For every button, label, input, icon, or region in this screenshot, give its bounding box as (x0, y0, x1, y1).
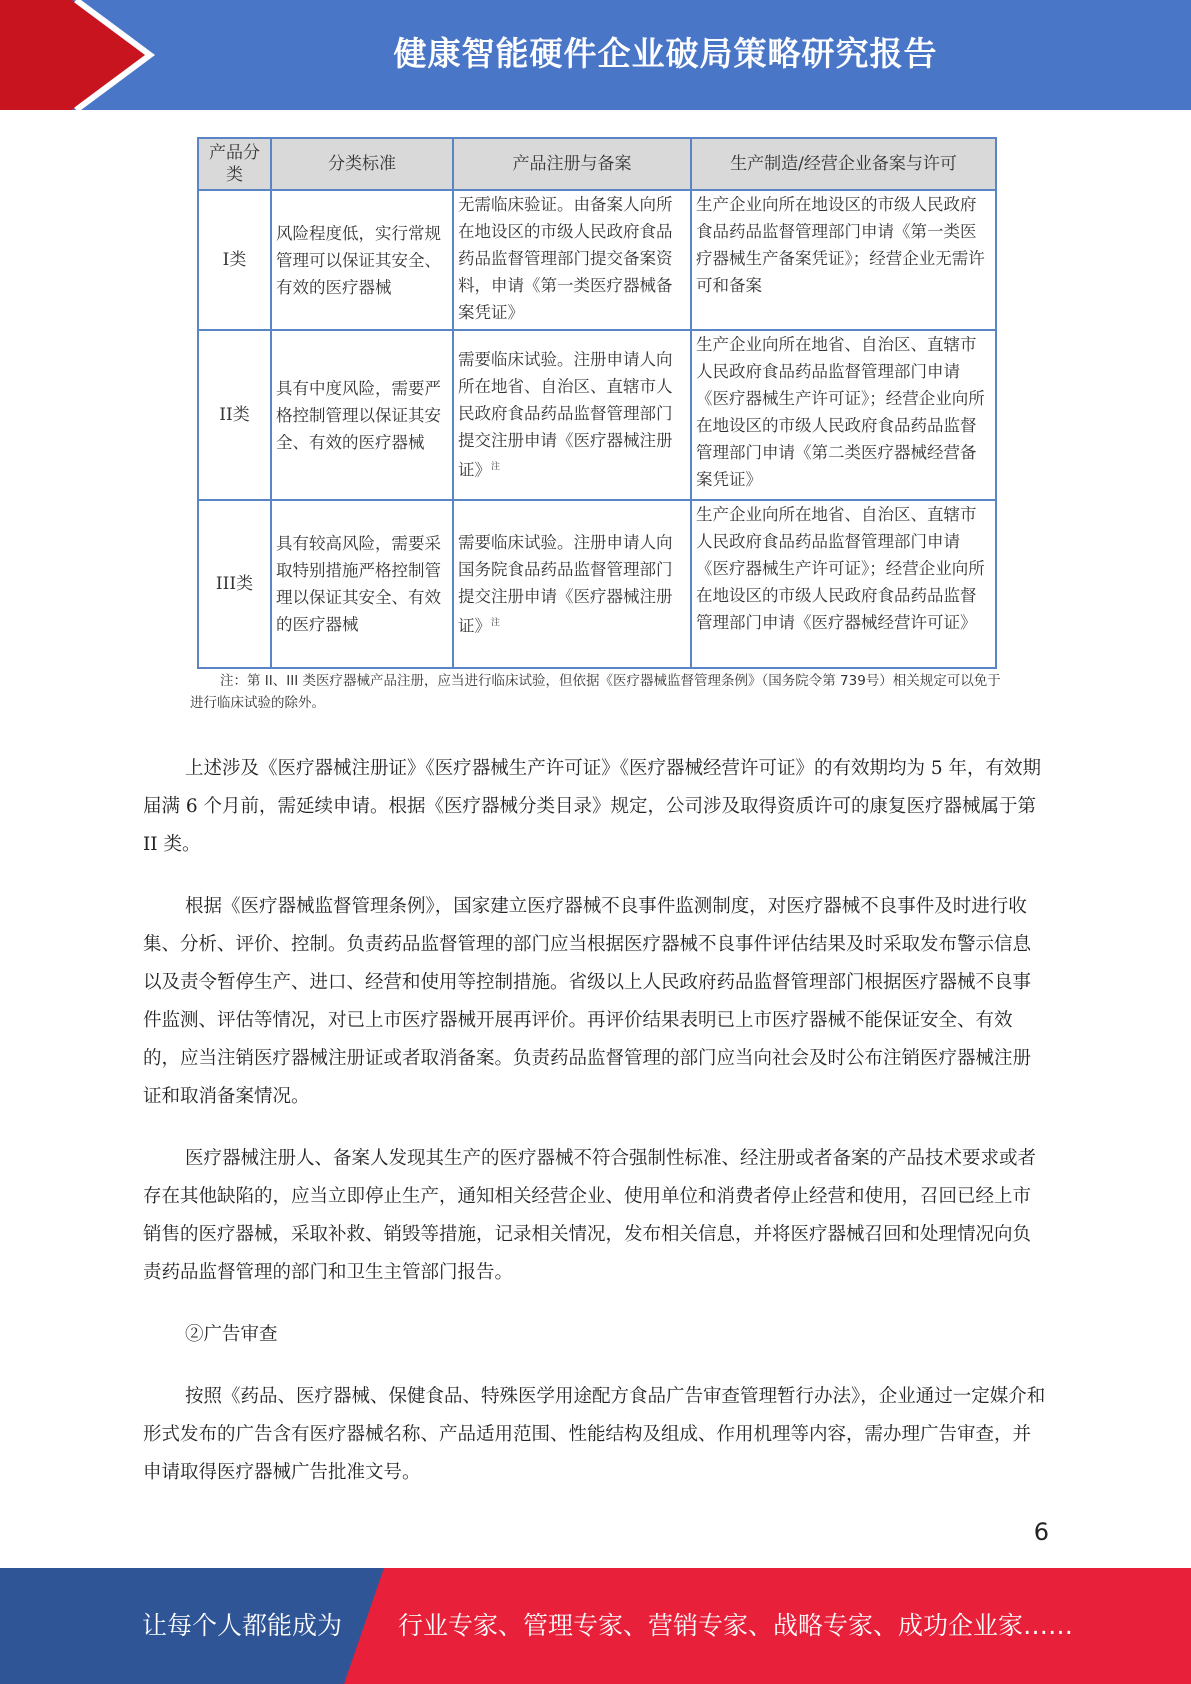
cell-registration (453, 330, 691, 500)
footer-slogan-right: 行业专家、管理专家、营销专家、战略专家、成功企业家…… (398, 1611, 1074, 1640)
table-header-row (198, 138, 996, 190)
cell-registration (453, 500, 691, 668)
cell-class: III类 (198, 500, 271, 668)
note-mark: 注 (491, 617, 501, 628)
cell-standard: 具有较高风险，需要采取特别措施严格控制管理以保证其安全、有效的医疗器械 (271, 500, 453, 668)
table-row (198, 500, 996, 668)
cell-class: II类 (198, 330, 271, 500)
registration-text: 需要临床试验。注册申请人向国务院食品药品监督管理部门提交注册申请《医疗器械注册证》 (458, 532, 673, 636)
cell-class: I类 (198, 190, 271, 330)
cell-license: 生产企业向所在地省、自治区、直辖市人民政府食品药品监督管理部门申请《医疗器械生产许可证》；经营企业向所在地设区的市级人民政府食品药品监督管理部门申请《医疗器械经营许可证》 (691, 500, 996, 668)
cell-standard: 具有中度风险，需要严格控制管理以保证其安全、有效的医疗器械 (271, 330, 453, 500)
paragraph-adverse-events: 根据《医疗器械监督管理条例》，国家建立医疗器械不良事件监测制度，对医疗器械不良事件及时进行收集、分析、评价、控制。负责药品监督管理的部门应当根据医疗器械不良事件评估结果及时采取发布警示信息以及责令暂停生产、进口、经营和使用等控制措施。省级以上人民政府药品监督管理部门根据医疗器械不良事件监测、评估等情况，对已上市医疗器械开展再评价。再评价结果表明已上市医疗器械不能保证安全、有效的，应当注销医疗器械注册证或者取消备案。负责药品监督管理的部门应当向社会及时公布注销医疗器械注册证和取消备案情况。 (143, 896, 1032, 1107)
page-header (0, 0, 1191, 110)
cell-registration: 无需临床验证。由备案人向所在地设区的市级人民政府食品药品监督管理部门提交备案资料，申请《第一类医疗器械备案凭证》 (453, 190, 691, 330)
cell-license: 生产企业向所在地设区的市级人民政府食品药品监督管理部门申请《第一类医疗器械生产备案凭证》；经营企业无需许可和备案 (691, 190, 996, 330)
table-footnote: 注：第 II、III 类医疗器械产品注册，应当进行临床试验，但依据《医疗器械监督管理条例》（国务院令第 739号）相关规定可以免于进行临床试验的除外。 (190, 673, 1001, 711)
paragraph-validity: 上述涉及《医疗器械注册证》《医疗器械生产许可证》《医疗器械经营许可证》的有效期均为 5 年，有效期届满 6 个月前，需延续申请。根据《医疗器械分类目录》规定，公司涉及取得资质许可的康复医疗器械属于第 II 类。 (143, 758, 1042, 855)
col-header-class: 产品分类 (198, 138, 271, 190)
report-title: 健康智能硬件企业破局策略研究报告 (393, 34, 938, 73)
table-row (198, 190, 996, 330)
device-classification-table (197, 137, 997, 669)
footer-slogan-left: 让每个人都能成为 (142, 1611, 343, 1640)
table-row (198, 330, 996, 500)
page-footer (0, 1568, 1191, 1684)
col-header-license: 生产制造/经营企业备案与许可 (691, 138, 996, 190)
col-header-registration: 产品注册与备案 (453, 138, 691, 190)
paragraph-recall: 医疗器械注册人、备案人发现其生产的医疗器械不符合强制性标准、经注册或者备案的产品技术要求或者存在其他缺陷的，应当立即停止生产，通知相关经营企业、使用单位和消费者停止经营和使用，召回已经上市销售的医疗器械，采取补救、销毁等措施，记录相关情况，发布相关信息，并将医疗器械召回和处理情况向负责药品监督管理的部门和卫生主管部门报告。 (143, 1148, 1037, 1283)
paragraph-ad-review: 按照《药品、医疗器械、保健食品、特殊医学用途配方食品广告审查管理暂行办法》，企业通过一定媒介和形式发布的广告含有医疗器械名称、产品适用范围、性能结构及组成、作用机理等内容，需办理广告审查，并申请取得医疗器械广告批准文号。 (143, 1386, 1046, 1483)
cell-standard: 风险程度低，实行常规管理可以保证其安全、有效的医疗器械 (271, 190, 453, 330)
section-heading-ad-review: ②广告审查 (185, 1324, 278, 1345)
page-number: 6 (1033, 1518, 1049, 1546)
cell-license: 生产企业向所在地省、自治区、直辖市人民政府食品药品监督管理部门申请《医疗器械生产许可证》；经营企业向所在地设区的市级人民政府食品药品监督管理部门申请《第二类医疗器械经营备案凭证》 (691, 330, 996, 500)
note-mark: 注 (491, 462, 501, 473)
registration-text: 需要临床试验。注册申请人向所在地省、自治区、直辖市人民政府食品药品监督管理部门提交注册申请《医疗器械注册证》 (458, 350, 673, 480)
header-chevron-icon (0, 0, 160, 110)
col-header-standard: 分类标准 (271, 138, 453, 190)
